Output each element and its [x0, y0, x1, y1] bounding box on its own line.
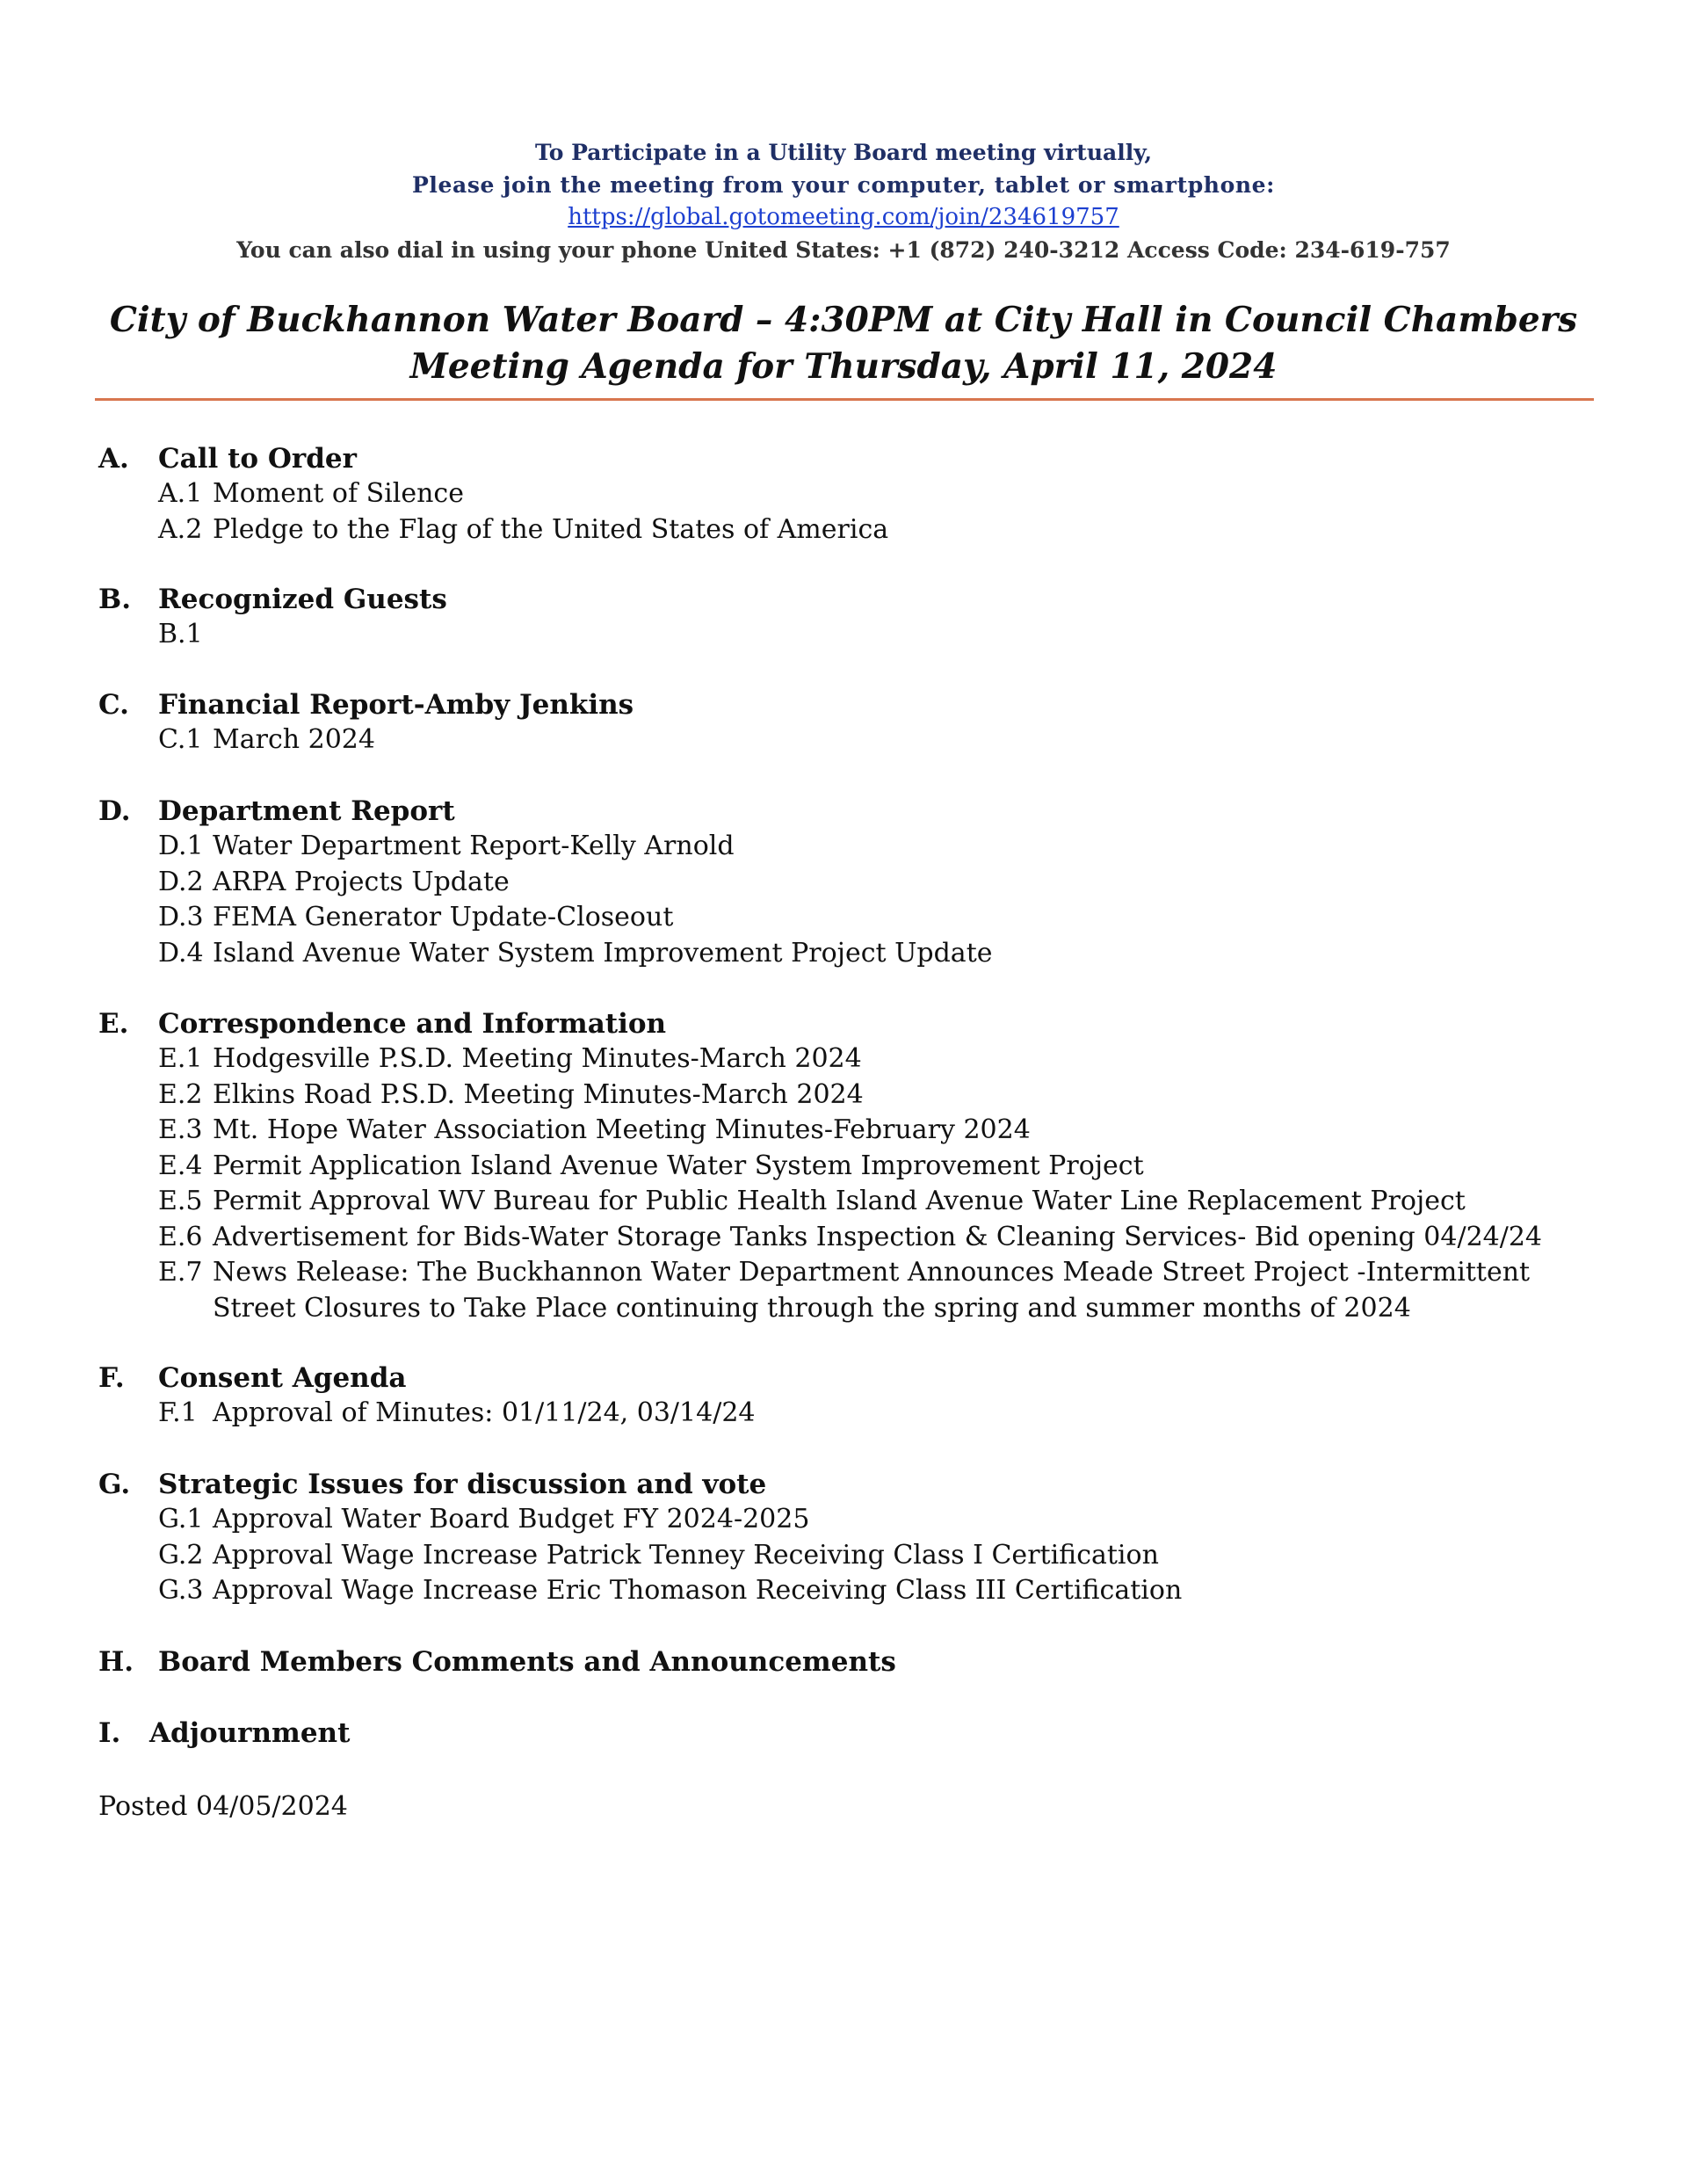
section-letter: G. — [98, 1469, 131, 1500]
section-letter: A. — [98, 443, 129, 475]
section-heading — [98, 687, 1610, 722]
agenda-item — [158, 1502, 1610, 1538]
agenda-item — [158, 865, 1610, 901]
item-text: Approval of Minutes: 01/11/24, 03/14/24 — [213, 1397, 756, 1428]
agenda-title — [0, 297, 1687, 390]
item-number: A.1 — [158, 478, 203, 509]
section-title: Board Members Comments and Announcements — [158, 1646, 896, 1678]
agenda-item — [158, 1041, 1610, 1077]
item-number: E.5 — [158, 1186, 203, 1216]
agenda-title-line-1: City of Buckhannon Water Board – 4:30PM at City Hall in Council Chambers — [109, 300, 1578, 340]
agenda-item — [158, 617, 1610, 653]
section-letter: B. — [98, 584, 131, 615]
section-letter: H. — [98, 1646, 134, 1678]
item-number: E.2 — [158, 1078, 203, 1110]
section-letter: C. — [98, 689, 129, 721]
agenda-item — [158, 1184, 1610, 1220]
section-title: Financial Report-Amby Jenkins — [158, 689, 634, 721]
agenda-item — [158, 1149, 1610, 1185]
agenda-item — [158, 936, 1610, 972]
item-number: D.2 — [158, 866, 204, 897]
item-text: Approval Water Board Budget FY 2024-2025 — [213, 1504, 810, 1535]
item-text: ARPA Projects Update — [213, 866, 510, 897]
item-number: E.1 — [158, 1043, 203, 1074]
item-number: D.1 — [158, 831, 204, 861]
agenda-item — [158, 1220, 1610, 1256]
item-number: G.2 — [158, 1539, 204, 1571]
item-text: Moment of Silence — [213, 478, 464, 509]
agenda-section-i — [98, 1716, 1610, 1751]
item-number: G.1 — [158, 1504, 204, 1535]
agenda-section-b — [98, 582, 1610, 653]
item-text: March 2024 — [213, 724, 375, 755]
agenda-item — [158, 1255, 1610, 1326]
agenda-item — [158, 512, 1610, 548]
agenda-item — [158, 1077, 1610, 1114]
notice-line-2: Please join the meeting from your computer, tablet or smartphone: — [412, 172, 1275, 198]
section-title: Correspondence and Information — [158, 1008, 667, 1040]
item-number: B.1 — [158, 619, 203, 649]
posted-date: Posted 04/05/2024 — [98, 1791, 348, 1822]
section-title: Department Report — [158, 795, 455, 827]
notice-line-1: To Participate in a Utility Board meeting virtually, — [534, 140, 1153, 165]
agenda-section-f — [98, 1360, 1610, 1432]
item-text: Island Avenue Water System Improvement Project Update — [213, 937, 993, 969]
title-divider — [95, 398, 1594, 401]
section-letter: I. — [98, 1717, 121, 1749]
section-heading — [98, 1360, 1610, 1396]
section-heading — [98, 1467, 1610, 1502]
item-text: Mt. Hope Water Association Meeting Minutes-February 2024 — [213, 1114, 1031, 1145]
agenda-item — [158, 1396, 1610, 1432]
agenda-section-e — [98, 1006, 1610, 1326]
agenda-title-line-2: Meeting Agenda for Thursday, April 11, 2024 — [409, 346, 1278, 387]
section-heading — [98, 441, 1610, 476]
virtual-meeting-notice — [0, 136, 1687, 266]
item-number: A.2 — [158, 513, 203, 545]
agenda-item — [158, 722, 1610, 758]
section-heading — [98, 1716, 1610, 1751]
item-text: Elkins Road P.S.D. Meeting Minutes-March 2024 — [213, 1078, 864, 1110]
section-title: Consent Agenda — [158, 1362, 407, 1394]
section-letter: F. — [98, 1362, 125, 1394]
item-number: E.6 — [158, 1221, 203, 1252]
section-heading — [98, 794, 1610, 829]
item-number: E.3 — [158, 1114, 203, 1145]
item-text: Approval Wage Increase Eric Thomason Receiving Class III Certification — [213, 1575, 1183, 1606]
section-title: Strategic Issues for discussion and vote — [158, 1469, 767, 1500]
item-text: FEMA Generator Update-Closeout — [213, 902, 674, 932]
item-number: D.4 — [158, 937, 204, 969]
agenda-section-c — [98, 687, 1610, 758]
agenda-section-d — [98, 794, 1610, 971]
agenda-item — [158, 1538, 1610, 1574]
section-title: Adjournment — [149, 1717, 351, 1749]
item-number: F.1 — [158, 1397, 198, 1428]
dial-in-info: You can also dial in using your phone United States: +1 (872) 240-3212 Access Code: 234-619-757 — [236, 237, 1451, 263]
section-heading — [98, 582, 1610, 617]
agenda-item — [158, 900, 1610, 936]
section-letter: E. — [98, 1008, 129, 1040]
item-text: Water Department Report-Kelly Arnold — [213, 831, 735, 861]
item-number: C.1 — [158, 724, 203, 755]
item-text: Advertisement for Bids-Water Storage Tanks Inspection & Cleaning Services- Bid opening 04/24/24 — [213, 1221, 1543, 1252]
item-text: Pledge to the Flag of the United States of America — [213, 513, 889, 545]
item-text: Approval Wage Increase Patrick Tenney Receiving Class I Certification — [213, 1539, 1159, 1571]
section-title: Recognized Guests — [158, 584, 447, 615]
agenda-item — [158, 829, 1610, 865]
item-text: Permit Application Island Avenue Water System Improvement Project — [213, 1150, 1144, 1181]
agenda-item — [158, 476, 1610, 512]
section-heading — [98, 1644, 1610, 1680]
item-text: Permit Approval WV Bureau for Public Health Island Avenue Water Line Replacement Project — [213, 1186, 1466, 1216]
section-title: Call to Order — [158, 443, 357, 475]
agenda-item — [158, 1573, 1610, 1609]
agenda-item — [158, 1113, 1610, 1149]
agenda-section-h — [98, 1644, 1610, 1680]
section-letter: D. — [98, 795, 131, 827]
item-text: Hodgesville P.S.D. Meeting Minutes-March 2024 — [213, 1043, 862, 1074]
agenda-section-a — [98, 441, 1610, 548]
agenda-section-g — [98, 1467, 1610, 1609]
item-text: News Release: The Buckhannon Water Department Announces Meade Street Project -Intermittent Street Closures to Take Place continuing through the spring and summer months of 2024 — [213, 1257, 1531, 1324]
item-number: E.4 — [158, 1150, 203, 1181]
item-text — [213, 617, 1575, 653]
item-number: D.3 — [158, 902, 204, 932]
section-heading — [98, 1006, 1610, 1041]
meeting-link[interactable]: https://global.gotomeeting.com/join/234619757 — [568, 204, 1119, 230]
item-number: G.3 — [158, 1575, 204, 1606]
item-number: E.7 — [158, 1257, 203, 1288]
